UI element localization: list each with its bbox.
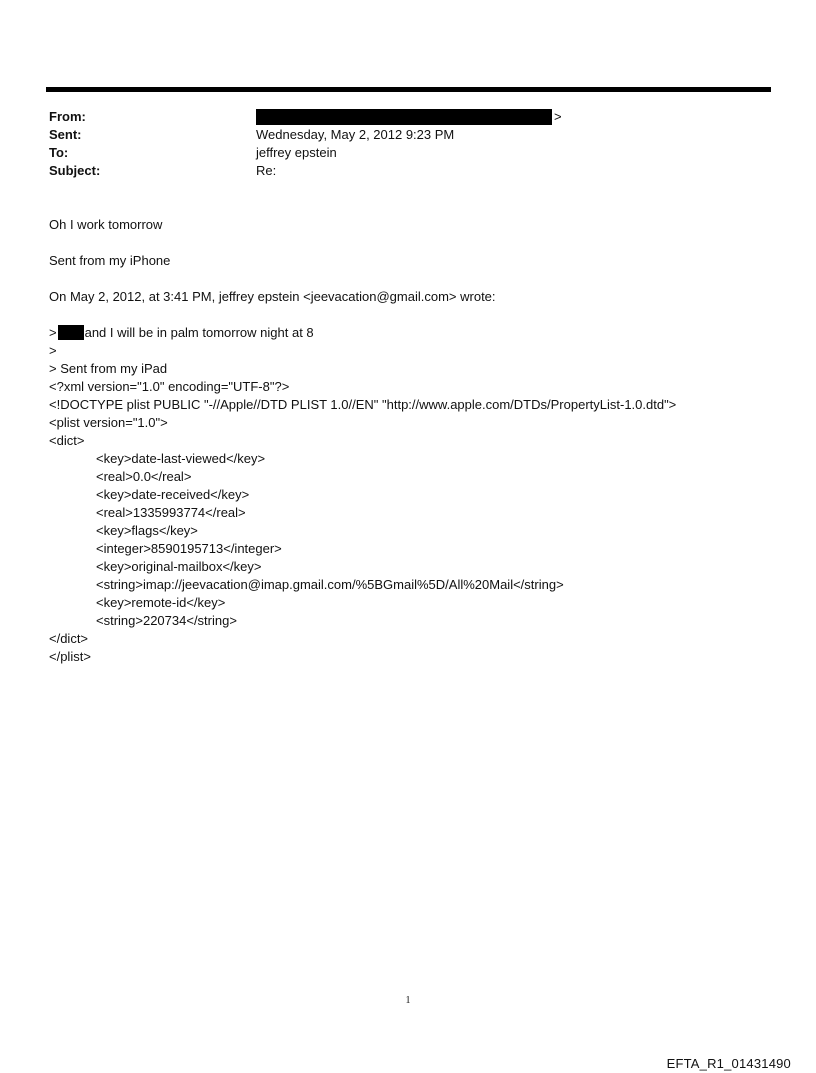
quote-line-3: > Sent from my iPad bbox=[49, 361, 168, 376]
plist-entry: <real>1335993774</real> bbox=[96, 505, 246, 520]
subject-label: Subject: bbox=[49, 163, 101, 178]
plist-xml-declaration: <?xml version="1.0" encoding="UTF-8"?> bbox=[49, 379, 290, 394]
quote-intro: On May 2, 2012, at 3:41 PM, jeffrey epstein <jeevacation@gmail.com> wrote: bbox=[49, 289, 496, 304]
redaction-box bbox=[256, 109, 552, 125]
from-suffix: > bbox=[554, 109, 562, 124]
dict-close-tag: </dict> bbox=[49, 631, 89, 646]
page-number: 1 bbox=[405, 995, 411, 1006]
plist-entry: <real>0.0</real> bbox=[96, 469, 192, 484]
plist-entry: <integer>8590195713</integer> bbox=[96, 541, 282, 556]
from-label: From: bbox=[49, 109, 86, 124]
sent-value: Wednesday, May 2, 2012 9:23 PM bbox=[256, 127, 455, 142]
plist-entry: <key>original-mailbox</key> bbox=[96, 559, 262, 574]
redaction-box bbox=[58, 325, 84, 340]
plist-close-tag: </plist> bbox=[49, 649, 91, 664]
plist-entry: <key>date-received</key> bbox=[96, 487, 250, 502]
plist-entry: <string>imap://jeevacation@imap.gmail.com/%5BGmail%5D/All%20Mail</string> bbox=[96, 577, 564, 592]
quote-marker: > bbox=[49, 325, 57, 340]
dict-open-tag: <dict> bbox=[49, 433, 85, 448]
sent-label: Sent: bbox=[49, 127, 82, 142]
subject-value: Re: bbox=[256, 163, 277, 178]
plist-open-tag: <plist version="1.0"> bbox=[49, 415, 168, 430]
to-value: jeffrey epstein bbox=[256, 145, 337, 160]
to-label: To: bbox=[49, 145, 69, 160]
plist-doctype: <!DOCTYPE plist PUBLIC "-//Apple//DTD PLIST 1.0//EN" "http://www.apple.com/DTDs/PropertyList-1.0.dtd"> bbox=[49, 397, 677, 412]
plist-entry: <key>flags</key> bbox=[96, 523, 198, 538]
reply-text: Oh I work tomorrow bbox=[49, 217, 163, 232]
quote-line-1 bbox=[49, 324, 314, 342]
reply-signature: Sent from my iPhone bbox=[49, 253, 171, 268]
bates-stamp: EFTA_R1_01431490 bbox=[666, 1056, 791, 1071]
header-rule bbox=[46, 87, 771, 92]
quote-line-2: > bbox=[49, 343, 57, 358]
plist-entry: <key>remote-id</key> bbox=[96, 595, 226, 610]
plist-entry: <string>220734</string> bbox=[96, 613, 237, 628]
plist-entry: <key>date-last-viewed</key> bbox=[96, 451, 266, 466]
quote-line-1-text: and I will be in palm tomorrow night at 8 bbox=[84, 325, 314, 340]
